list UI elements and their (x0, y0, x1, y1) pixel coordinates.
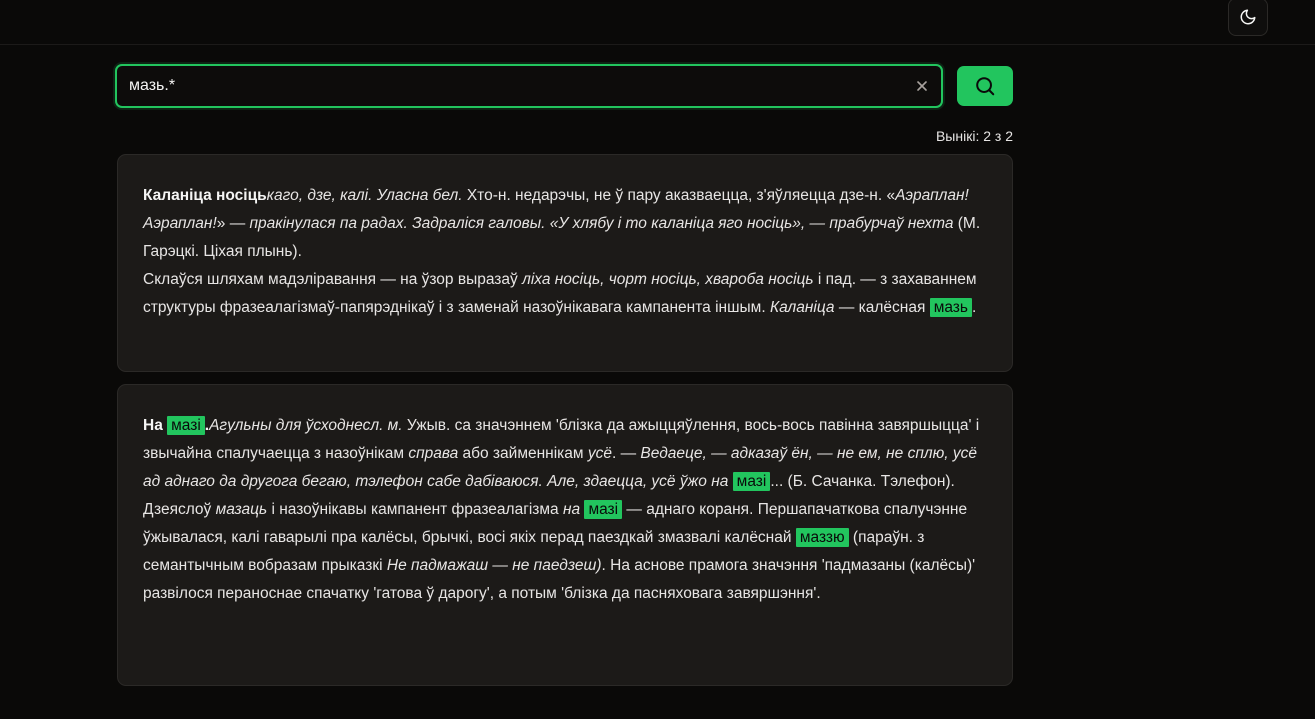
italic-text: Агульны для ўсходнесл. м. (209, 417, 403, 434)
text-segment: » — (216, 215, 250, 232)
search-box (115, 64, 943, 108)
match-highlight: мазі (167, 416, 205, 435)
match-highlight: маззю (796, 528, 849, 547)
italic-text: на (562, 501, 585, 518)
text-segment: (параўн. з семантычным вобразам прыказкі (143, 529, 925, 574)
text-segment: і пад. — з захаваннем структуры фразеалагізмаў-папярэднікаў і з заменай назоўнікавага кампанента іншым. (143, 271, 977, 316)
result-text (143, 412, 987, 608)
close-icon (916, 80, 928, 92)
italic-text: Каланіца (769, 299, 835, 316)
italic-text: справа (408, 445, 459, 462)
text-segment: . (971, 299, 977, 316)
text-segment: Хто-н. недарэчы, не ў пару аказваецца, з'яўляецца дзе-н. « (462, 187, 896, 204)
headword: . (204, 417, 210, 434)
italic-text: Аэраплан! Аэраплан! (143, 187, 969, 232)
text-segment: Склаўся шляхам мадэліравання — на ўзор выразаў (143, 271, 523, 288)
text-segment: Дзеяслоў (143, 501, 216, 518)
text-segment: — аднаго кораня. Першапачаткова спалучэнне ўжывалася, калі гаварылі пра калёсы, брычкі, восі якіх перад паездкай змазвалі калёснай (143, 501, 968, 546)
italic-text: Не падмажаш — не паедзеш) (386, 557, 602, 574)
text-segment: — калёсная (834, 299, 930, 316)
italic-text: Ведаеце, — адказаў ён, — не ем, не сплю, усё ад аднаго да другога бегаю, тэлефон сабе дабіваюся. Але, здаецца, усё ўжо на (143, 445, 977, 490)
theme-toggle-button[interactable] (1228, 0, 1268, 36)
result-card (117, 384, 1013, 686)
text-segment: або займеннікам (458, 445, 588, 462)
italic-text: пракінулася па радах. Задраліся галовы. «У хлябу і то каланіца яго носіць», — прабурчаў нехта (249, 215, 954, 232)
italic-text: усё (587, 445, 612, 462)
search-button[interactable] (957, 66, 1013, 106)
italic-text: каго, дзе, калі. Уласна бел. (266, 187, 463, 204)
italic-text: мазаць (215, 501, 268, 518)
italic-text: ліха носіць, чорт носіць, хвароба носіць (522, 271, 814, 288)
text-segment: . На аснове прамога значэння 'падмазаны (калёсы)' развілося пераноснае спачатку 'гатова ў дарогу', а потым 'блізка да пасняховага завяршэння'. (143, 557, 976, 602)
search-input[interactable] (129, 66, 909, 106)
result-card (117, 154, 1013, 372)
clear-search-button[interactable] (913, 77, 931, 95)
match-highlight: мазь (930, 298, 972, 317)
search-icon (974, 75, 996, 97)
text-segment: і назоўнікавы кампанент фразеалагізма (267, 501, 563, 518)
headword: Каланіца носіць (143, 187, 267, 204)
text-segment: (М. Гарэцкі. Ціхая плынь). (143, 215, 981, 260)
headword: На (143, 417, 168, 434)
match-highlight: мазі (733, 472, 771, 491)
results-count: Вынікі: 2 з 2 (935, 128, 1013, 144)
text-segment: . — (612, 445, 641, 462)
text-segment: ... (Б. Сачанка. Тэлефон). (770, 473, 955, 490)
moon-icon (1239, 8, 1257, 26)
match-highlight: мазі (584, 500, 622, 519)
top-bar (0, 0, 1315, 45)
result-text (143, 182, 987, 322)
text-segment: Ужыв. са значэннем 'блізка да ажыццяўлення, вось-вось павінна завяршыцца' і звычайна спалучаецца з назоўнікам (143, 417, 980, 462)
